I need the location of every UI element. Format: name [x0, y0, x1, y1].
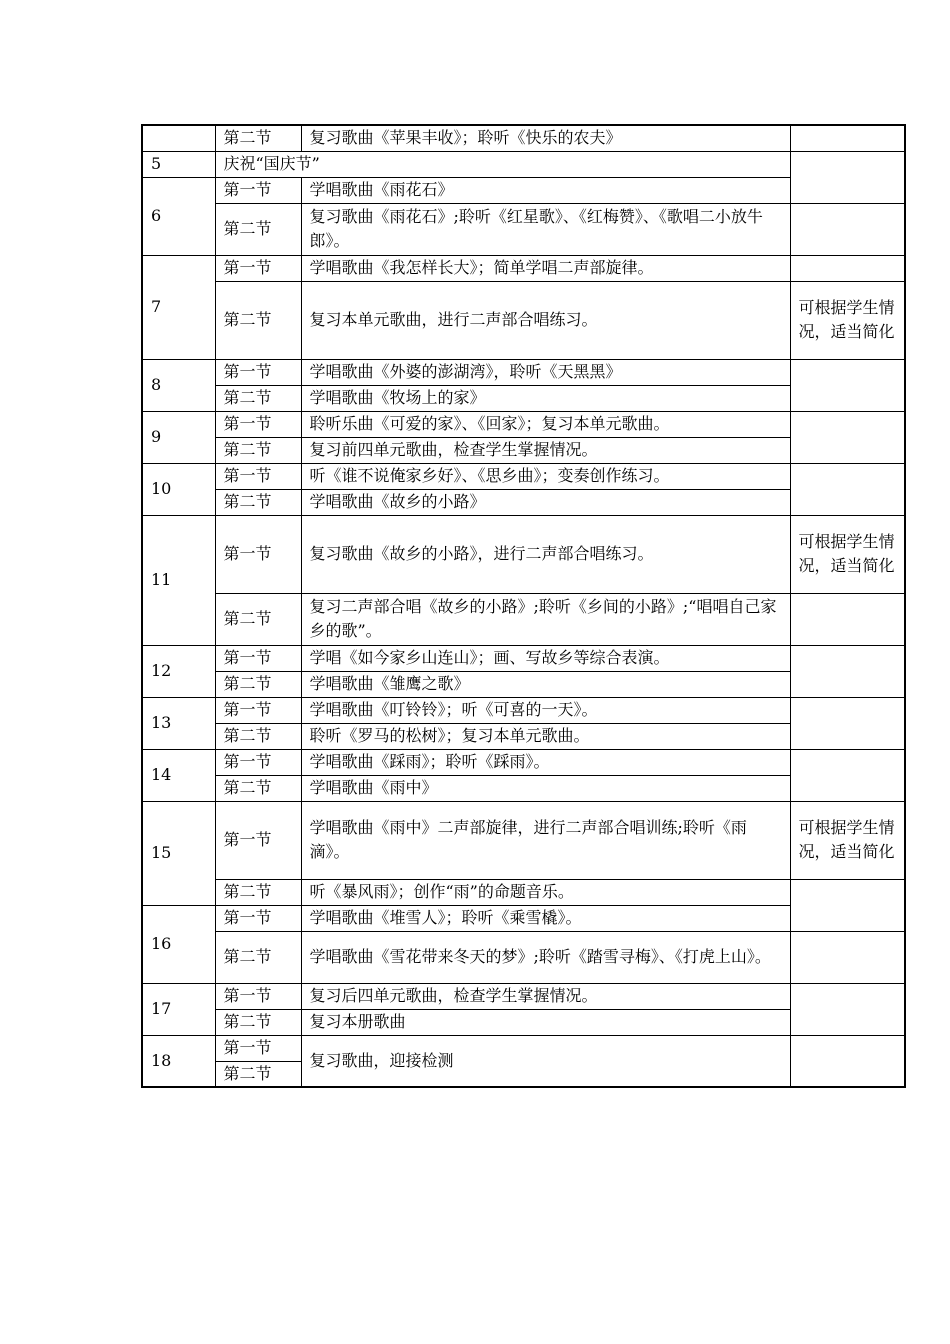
section-cell: 第二节 — [215, 203, 301, 255]
section-cell: 第二节 — [215, 593, 301, 645]
note-cell — [790, 645, 905, 697]
week-cell: 11 — [142, 515, 215, 645]
section-cell: 第一节 — [215, 515, 301, 593]
table-row — [142, 593, 905, 645]
week-cell: 12 — [142, 645, 215, 697]
table-row — [142, 879, 905, 905]
section-cell: 第一节 — [215, 255, 301, 281]
week-cell: 15 — [142, 801, 215, 905]
content-cell: 学唱歌曲《牧场上的家》 — [301, 385, 790, 411]
content-cell: 复习后四单元歌曲，检查学生掌握情况。 — [301, 983, 790, 1009]
content-cell: 学唱歌曲《雪花带来冬天的梦》;聆听《踏雪寻梅》、《打虎上山》。 — [301, 931, 790, 983]
content-cell: 学唱歌曲《外婆的澎湖湾》，聆听《天黑黑》 — [301, 359, 790, 385]
note-cell: 可根据学生情况，适当简化 — [790, 281, 905, 359]
week-cell: 14 — [142, 749, 215, 801]
content-cell: 学唱歌曲《雨中》二声部旋律，进行二声部合唱训练;聆听《雨滴》。 — [301, 801, 790, 879]
section-cell: 第一节 — [215, 983, 301, 1009]
week-cell: 16 — [142, 905, 215, 983]
section-cell: 第一节 — [215, 801, 301, 879]
table-row — [142, 203, 905, 255]
section-cell: 第二节 — [215, 281, 301, 359]
section-cell: 第一节 — [215, 177, 301, 203]
content-cell: 听《谁不说俺家乡好》、《思乡曲》；变奏创作练习。 — [301, 463, 790, 489]
section-cell: 第一节 — [215, 1035, 301, 1061]
table-row — [142, 281, 905, 359]
section-cell: 第二节 — [215, 1009, 301, 1035]
section-cell: 第一节 — [215, 749, 301, 775]
schedule-table — [141, 124, 906, 1088]
week-cell: 7 — [142, 255, 215, 359]
note-cell — [790, 931, 905, 983]
content-cell: 学唱歌曲《故乡的小路》 — [301, 489, 790, 515]
table-row — [142, 1035, 905, 1061]
content-cell: 学唱《如今家乡山连山》；画、写故乡等综合表演。 — [301, 645, 790, 671]
section-cell: 第二节 — [215, 671, 301, 697]
week-cell: 13 — [142, 697, 215, 749]
section-cell: 第一节 — [215, 697, 301, 723]
content-cell: 复习前四单元歌曲，检查学生掌握情况。 — [301, 437, 790, 463]
note-cell: 可根据学生情况，适当简化 — [790, 801, 905, 879]
content-cell: 学唱歌曲《雨花石》 — [301, 177, 790, 203]
note-cell: 可根据学生情况，适当简化 — [790, 515, 905, 593]
table-row — [142, 255, 905, 281]
content-cell: 聆听《罗马的松树》；复习本单元歌曲。 — [301, 723, 790, 749]
content-cell: 复习本册歌曲 — [301, 1009, 790, 1035]
content-cell: 学唱歌曲《踩雨》；聆听《踩雨》。 — [301, 749, 790, 775]
note-cell — [790, 983, 905, 1035]
section-cell: 第二节 — [215, 489, 301, 515]
section-cell: 第一节 — [215, 463, 301, 489]
content-cell: 学唱歌曲《叮铃铃》；听《可喜的一天》。 — [301, 697, 790, 723]
content-cell: 庆祝“国庆节” — [215, 151, 790, 177]
section-cell: 第二节 — [215, 1061, 301, 1087]
week-cell: 18 — [142, 1035, 215, 1087]
week-cell: 5 — [142, 151, 215, 177]
note-cell — [790, 151, 905, 203]
week-cell: 8 — [142, 359, 215, 411]
content-cell: 学唱歌曲《雨中》 — [301, 775, 790, 801]
note-cell — [790, 463, 905, 515]
note-cell — [790, 879, 905, 931]
table-row — [142, 749, 905, 775]
note-cell — [790, 1035, 905, 1087]
section-cell: 第一节 — [215, 359, 301, 385]
content-cell: 学唱歌曲《堆雪人》；聆听《乘雪橇》。 — [301, 905, 790, 931]
week-cell: 10 — [142, 463, 215, 515]
table-row — [142, 359, 905, 385]
week-cell: 9 — [142, 411, 215, 463]
table-row — [142, 697, 905, 723]
note-cell — [790, 255, 905, 281]
content-cell: 复习歌曲，迎接检测 — [301, 1035, 790, 1087]
section-cell: 第二节 — [215, 775, 301, 801]
content-cell: 复习歌曲《故乡的小路》，进行二声部合唱练习。 — [301, 515, 790, 593]
week-cell — [142, 125, 215, 151]
section-cell: 第二节 — [215, 385, 301, 411]
week-cell: 17 — [142, 983, 215, 1035]
content-cell: 学唱歌曲《我怎样长大》；简单学唱二声部旋律。 — [301, 255, 790, 281]
content-cell: 复习二声部合唱《故乡的小路》;聆听《乡间的小路》;“唱唱自己家乡的歌”。 — [301, 593, 790, 645]
note-cell — [790, 125, 905, 151]
note-cell — [790, 749, 905, 801]
section-cell: 第二节 — [215, 125, 301, 151]
table-row — [142, 151, 905, 177]
section-cell: 第一节 — [215, 905, 301, 931]
content-cell: 复习歌曲《苹果丰收》；聆听《快乐的农夫》 — [301, 125, 790, 151]
section-cell: 第二节 — [215, 931, 301, 983]
content-cell: 听《暴风雨》；创作“雨”的命题音乐。 — [301, 879, 790, 905]
section-cell: 第一节 — [215, 645, 301, 671]
table-row — [142, 931, 905, 983]
table-row — [142, 515, 905, 593]
table-row — [142, 411, 905, 437]
note-cell — [790, 593, 905, 645]
note-cell — [790, 359, 905, 411]
table-row — [142, 801, 905, 879]
note-cell — [790, 203, 905, 255]
content-cell: 聆听乐曲《可爱的家》、《回家》；复习本单元歌曲。 — [301, 411, 790, 437]
week-cell: 6 — [142, 177, 215, 255]
section-cell: 第一节 — [215, 411, 301, 437]
content-cell: 复习本单元歌曲，进行二声部合唱练习。 — [301, 281, 790, 359]
section-cell: 第二节 — [215, 723, 301, 749]
table-row — [142, 645, 905, 671]
table-row — [142, 125, 905, 151]
content-cell: 学唱歌曲《雏鹰之歌》 — [301, 671, 790, 697]
section-cell: 第二节 — [215, 437, 301, 463]
section-cell: 第二节 — [215, 879, 301, 905]
content-cell: 复习歌曲《雨花石》;聆听《红星歌》、《红梅赞》、《歌唱二小放牛郎》。 — [301, 203, 790, 255]
table-row — [142, 463, 905, 489]
table-row — [142, 983, 905, 1009]
note-cell — [790, 697, 905, 749]
note-cell — [790, 411, 905, 463]
